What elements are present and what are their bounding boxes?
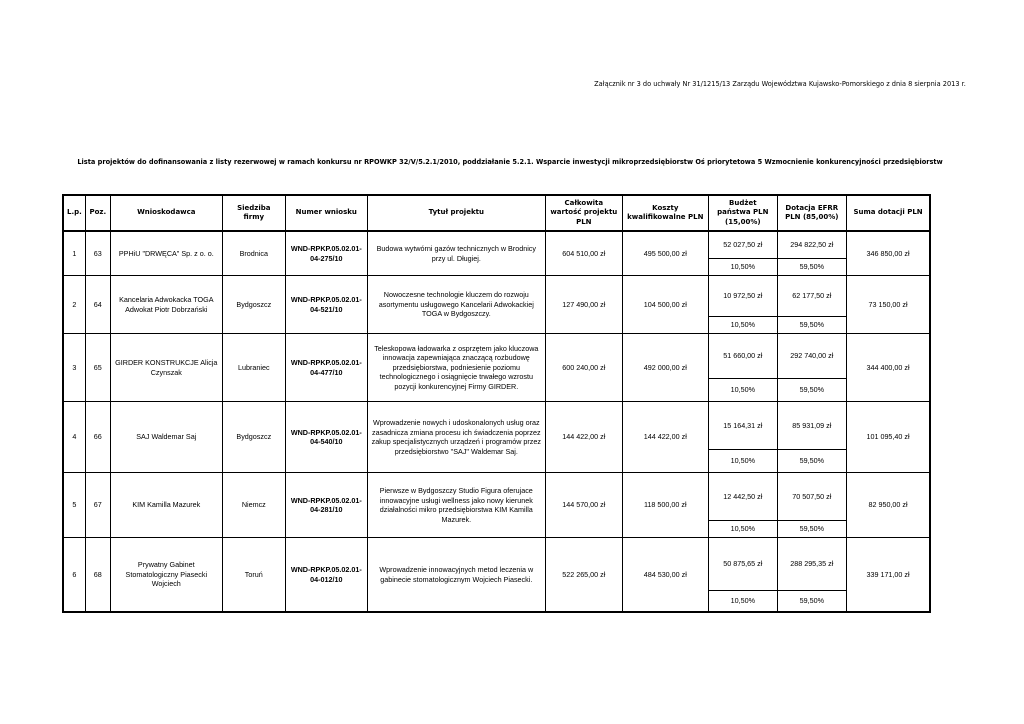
cell-erdf: 85 931,09 zł bbox=[777, 402, 846, 450]
cell-applicant: GIRDER KONSTRUKCJE Alicja Czynszak bbox=[110, 334, 222, 402]
document-title: Lista projektów do dofinansowania z listy rezerwowej w ramach konkursu nr RPOWKP 32/V/5.2.1/2010, poddziałanie 5.2.1. Wsparcie inwestycji mikroprzedsiębiorstw Oś priorytetowa 5 Wzmocnienie konkurencyjności przedsiębiorstw bbox=[77, 158, 943, 166]
cell-state-budget: 10 972,50 zł bbox=[708, 276, 777, 317]
col-applicant: Wnioskodawca bbox=[110, 195, 222, 231]
cell-poz: 68 bbox=[85, 538, 110, 613]
col-erdf: Dotacja EFRR PLN (85,00%) bbox=[777, 195, 846, 231]
col-poz: Poz. bbox=[85, 195, 110, 231]
cell-state-budget: 12 442,50 zł bbox=[708, 473, 777, 521]
col-lp: L.p. bbox=[63, 195, 85, 231]
cell-eligible: 484 530,00 zł bbox=[622, 538, 708, 613]
cell-erdf-pct: 59,50% bbox=[777, 591, 846, 613]
cell-seat: Toruń bbox=[222, 538, 285, 613]
cell-sum: 344 400,00 zł bbox=[846, 334, 930, 402]
cell-eligible: 144 422,00 zł bbox=[622, 402, 708, 473]
cell-erdf: 294 822,50 zł bbox=[777, 231, 846, 259]
cell-lp: 3 bbox=[63, 334, 85, 402]
cell-poz: 66 bbox=[85, 402, 110, 473]
cell-eligible: 118 500,00 zł bbox=[622, 473, 708, 538]
cell-sum: 346 850,00 zł bbox=[846, 231, 930, 276]
cell-state-pct: 10,50% bbox=[708, 521, 777, 538]
cell-sum: 339 171,00 zł bbox=[846, 538, 930, 613]
cell-state-budget: 15 164,31 zł bbox=[708, 402, 777, 450]
cell-erdf-pct: 59,50% bbox=[777, 317, 846, 334]
col-sum: Suma dotacji PLN bbox=[846, 195, 930, 231]
cell-sum: 73 150,00 zł bbox=[846, 276, 930, 334]
cell-eligible: 104 500,00 zł bbox=[622, 276, 708, 334]
cell-poz: 67 bbox=[85, 473, 110, 538]
cell-lp: 4 bbox=[63, 402, 85, 473]
cell-total: 522 265,00 zł bbox=[545, 538, 622, 613]
cell-state-pct: 10,50% bbox=[708, 379, 777, 402]
cell-app-number: WND-RPKP.05.02.01-04-540/10 bbox=[285, 402, 367, 473]
cell-app-number: WND-RPKP.05.02.01-04-521/10 bbox=[285, 276, 367, 334]
cell-title: Wprowadzenie nowych i udoskonalonych usług oraz zasadnicza zmiana procesu ich świadczenia poprzez zakup specjalistycznych urządzeń i programów przez przedsiębiorstwo "SAJ" Waldemar Saj. bbox=[367, 402, 545, 473]
cell-seat: Bydgoszcz bbox=[222, 402, 285, 473]
cell-erdf: 70 507,50 zł bbox=[777, 473, 846, 521]
cell-sum: 82 950,00 zł bbox=[846, 473, 930, 538]
cell-app-number: WND-RPKP.05.02.01-04-275/10 bbox=[285, 231, 367, 276]
table-row bbox=[63, 231, 930, 259]
cell-seat: Niemcz bbox=[222, 473, 285, 538]
cell-applicant: Kancelaria Adwokacka TOGA Adwokat Piotr Dobrzański bbox=[110, 276, 222, 334]
table-row bbox=[63, 334, 930, 379]
cell-total: 127 490,00 zł bbox=[545, 276, 622, 334]
cell-lp: 5 bbox=[63, 473, 85, 538]
cell-applicant: SAJ Waldemar Saj bbox=[110, 402, 222, 473]
cell-state-pct: 10,50% bbox=[708, 591, 777, 613]
col-seat: Siedziba firmy bbox=[222, 195, 285, 231]
cell-title: Nowoczesne technologie kluczem do rozwoju asortymentu usługowego Kancelarii Adwokackiej TOGA w Bydgoszczy. bbox=[367, 276, 545, 334]
table-row bbox=[63, 276, 930, 317]
cell-title: Pierwsze w Bydgoszczy Studio Figura oferujace innowacyjne usługi wellness jako nowy kierunek działalności mikro przedsiębiorstwa KIM Kamilla Mazurek. bbox=[367, 473, 545, 538]
cell-state-pct: 10,50% bbox=[708, 317, 777, 334]
table-body bbox=[63, 231, 930, 612]
col-title: Tytuł projektu bbox=[367, 195, 545, 231]
cell-state-budget: 50 875,65 zł bbox=[708, 538, 777, 591]
cell-erdf-pct: 59,50% bbox=[777, 521, 846, 538]
col-total: Całkowita wartość projektu PLN bbox=[545, 195, 622, 231]
cell-eligible: 492 000,00 zł bbox=[622, 334, 708, 402]
cell-title: Wprowadzenie innowacyjnych metod leczenia w gabinecie stomatologicznym Wojciech Piasecki. bbox=[367, 538, 545, 613]
cell-poz: 63 bbox=[85, 231, 110, 276]
cell-total: 604 510,00 zł bbox=[545, 231, 622, 276]
cell-erdf-pct: 59,50% bbox=[777, 450, 846, 473]
cell-seat: Lubraniec bbox=[222, 334, 285, 402]
cell-app-number: WND-RPKP.05.02.01-04-281/10 bbox=[285, 473, 367, 538]
cell-erdf: 62 177,50 zł bbox=[777, 276, 846, 317]
cell-total: 144 422,00 zł bbox=[545, 402, 622, 473]
cell-title: Budowa wytwórni gazów technicznych w Brodnicy przy ul. Długiej. bbox=[367, 231, 545, 276]
cell-applicant: KIM Kamilla Mazurek bbox=[110, 473, 222, 538]
cell-state-pct: 10,50% bbox=[708, 259, 777, 276]
cell-total: 600 240,00 zł bbox=[545, 334, 622, 402]
cell-lp: 1 bbox=[63, 231, 85, 276]
cell-applicant: PPHiU "DRWĘCA" Sp. z o. o. bbox=[110, 231, 222, 276]
table-row bbox=[63, 473, 930, 521]
cell-app-number: WND-RPKP.05.02.01-04-012/10 bbox=[285, 538, 367, 613]
cell-erdf: 288 295,35 zł bbox=[777, 538, 846, 591]
cell-state-pct: 10,50% bbox=[708, 450, 777, 473]
cell-title: Teleskopowa ładowarka z osprzętem jako kluczowa innowacja zapewniająca znaczącą rozbudowę przedsiębiorstwa, podniesienie poziomu technologicznego i osiągnięcie trwałego wzrostu pozycji konkurencyjnej Firmy GIRDER. bbox=[367, 334, 545, 402]
cell-poz: 65 bbox=[85, 334, 110, 402]
cell-erdf-pct: 59,50% bbox=[777, 379, 846, 402]
cell-state-budget: 52 027,50 zł bbox=[708, 231, 777, 259]
table-header bbox=[63, 195, 930, 231]
cell-seat: Bydgoszcz bbox=[222, 276, 285, 334]
cell-state-budget: 51 660,00 zł bbox=[708, 334, 777, 379]
cell-lp: 6 bbox=[63, 538, 85, 613]
table-row bbox=[63, 538, 930, 591]
col-state-budget: Budżet państwa PLN (15,00%) bbox=[708, 195, 777, 231]
cell-poz: 64 bbox=[85, 276, 110, 334]
annex-note: Załącznik nr 3 do uchwały Nr 31/1215/13 Zarządu Województwa Kujawsko-Pomorskiego z dnia 8 sierpnia 2013 r. bbox=[594, 80, 966, 88]
cell-seat: Brodnica bbox=[222, 231, 285, 276]
cell-lp: 2 bbox=[63, 276, 85, 334]
cell-total: 144 570,00 zł bbox=[545, 473, 622, 538]
table-row bbox=[63, 402, 930, 450]
cell-app-number: WND-RPKP.05.02.01-04-477/10 bbox=[285, 334, 367, 402]
cell-eligible: 495 500,00 zł bbox=[622, 231, 708, 276]
cell-erdf: 292 740,00 zł bbox=[777, 334, 846, 379]
cell-sum: 101 095,40 zł bbox=[846, 402, 930, 473]
cell-erdf-pct: 59,50% bbox=[777, 259, 846, 276]
projects-table bbox=[62, 194, 931, 613]
cell-applicant: Prywatny Gabinet Stomatologiczny Piasecki Wojciech bbox=[110, 538, 222, 613]
col-app-number: Numer wniosku bbox=[285, 195, 367, 231]
col-eligible: Koszty kwalifikowalne PLN bbox=[622, 195, 708, 231]
